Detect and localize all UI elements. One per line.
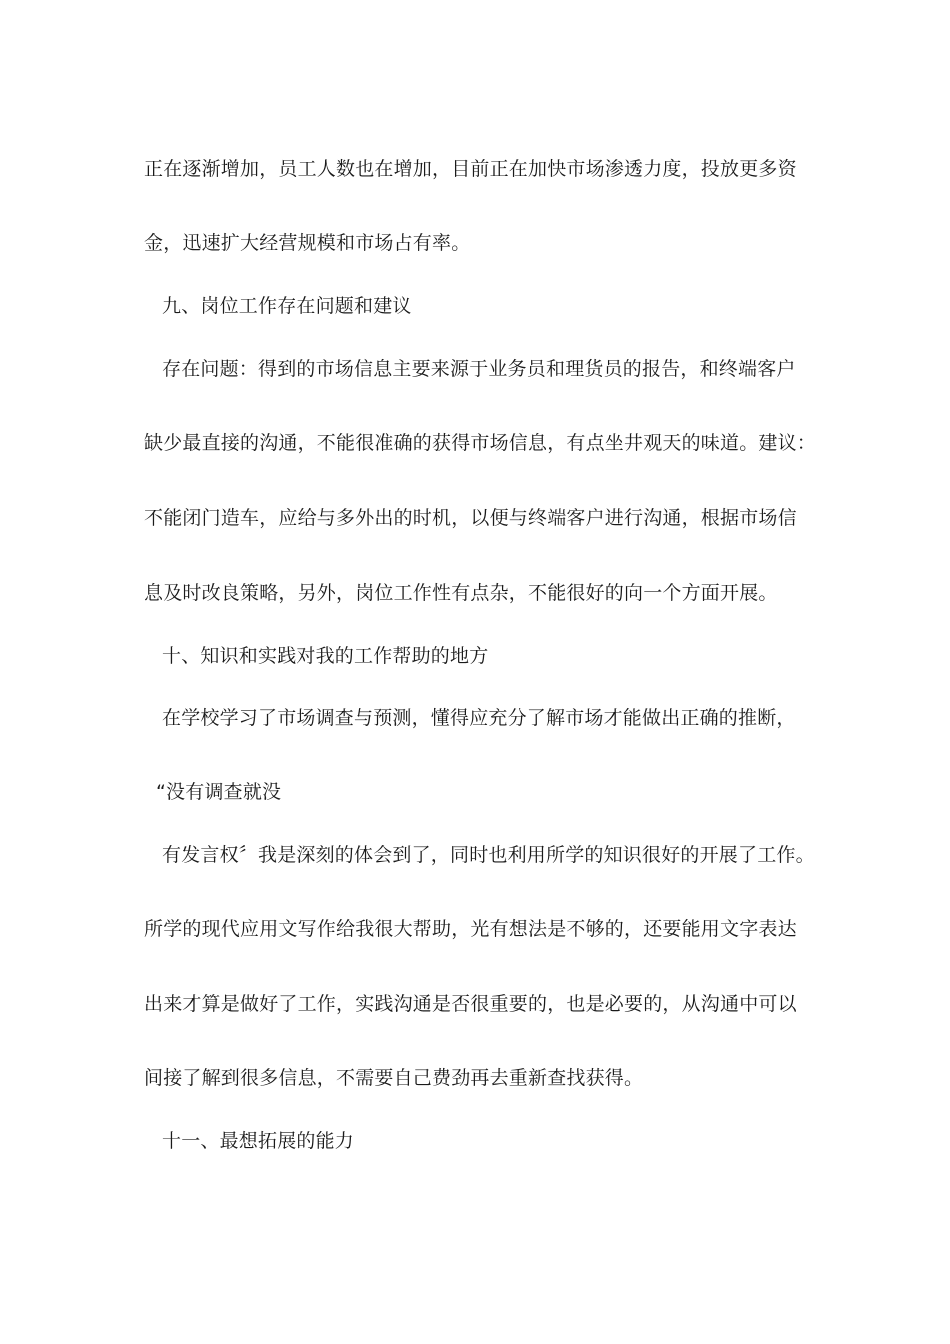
section-heading-10: 十、知识和实践对我的工作帮助的地方 xyxy=(162,645,489,667)
paragraph-line: 正在逐渐增加，员工人数也在增加，目前正在加快市场渗透力度，投放更多资 xyxy=(144,158,797,180)
section-heading-9: 九、岗位工作存在问题和建议 xyxy=(162,295,412,317)
section-heading-11: 十一、最想拓展的能力 xyxy=(162,1130,355,1152)
paragraph-line: 缺少最直接的沟通，不能很准确的获得市场信息，有点坐井观天的味道。建议： xyxy=(144,432,817,454)
paragraph-line: 出来才算是做好了工作，实践沟通是否很重要的，也是必要的，从沟通中可以 xyxy=(144,993,797,1015)
paragraph-line: 有发言权〞我是深刻的体会到了，同时也利用所学的知识很好的开展了工作。 xyxy=(162,844,815,866)
paragraph-line: 不能闭门造车，应给与多外出的时机，以便与终端客户进行沟通，根据市场信 xyxy=(144,507,797,529)
paragraph-line: 在学校学习了市场调查与预测，懂得应充分了解市场才能做出正确的推断， xyxy=(162,707,796,729)
paragraph-line: 息及时改良策略，另外，岗位工作性有点杂，不能很好的向一个方面开展。 xyxy=(144,582,778,604)
paragraph-line: 间接了解到很多信息，不需要自己费劲再去重新查找获得。 xyxy=(144,1067,644,1089)
paragraph-line: 存在问题：得到的市场信息主要来源于业务员和理货员的报告，和终端客户 xyxy=(162,358,796,380)
paragraph-line: 金，迅速扩大经营规模和市场占有率。 xyxy=(144,232,471,254)
paragraph-line: “没有调查就没 xyxy=(156,781,282,803)
paragraph-line: 所学的现代应用文写作给我很大帮助，光有想法是不够的，还要能用文字表达 xyxy=(144,918,797,940)
